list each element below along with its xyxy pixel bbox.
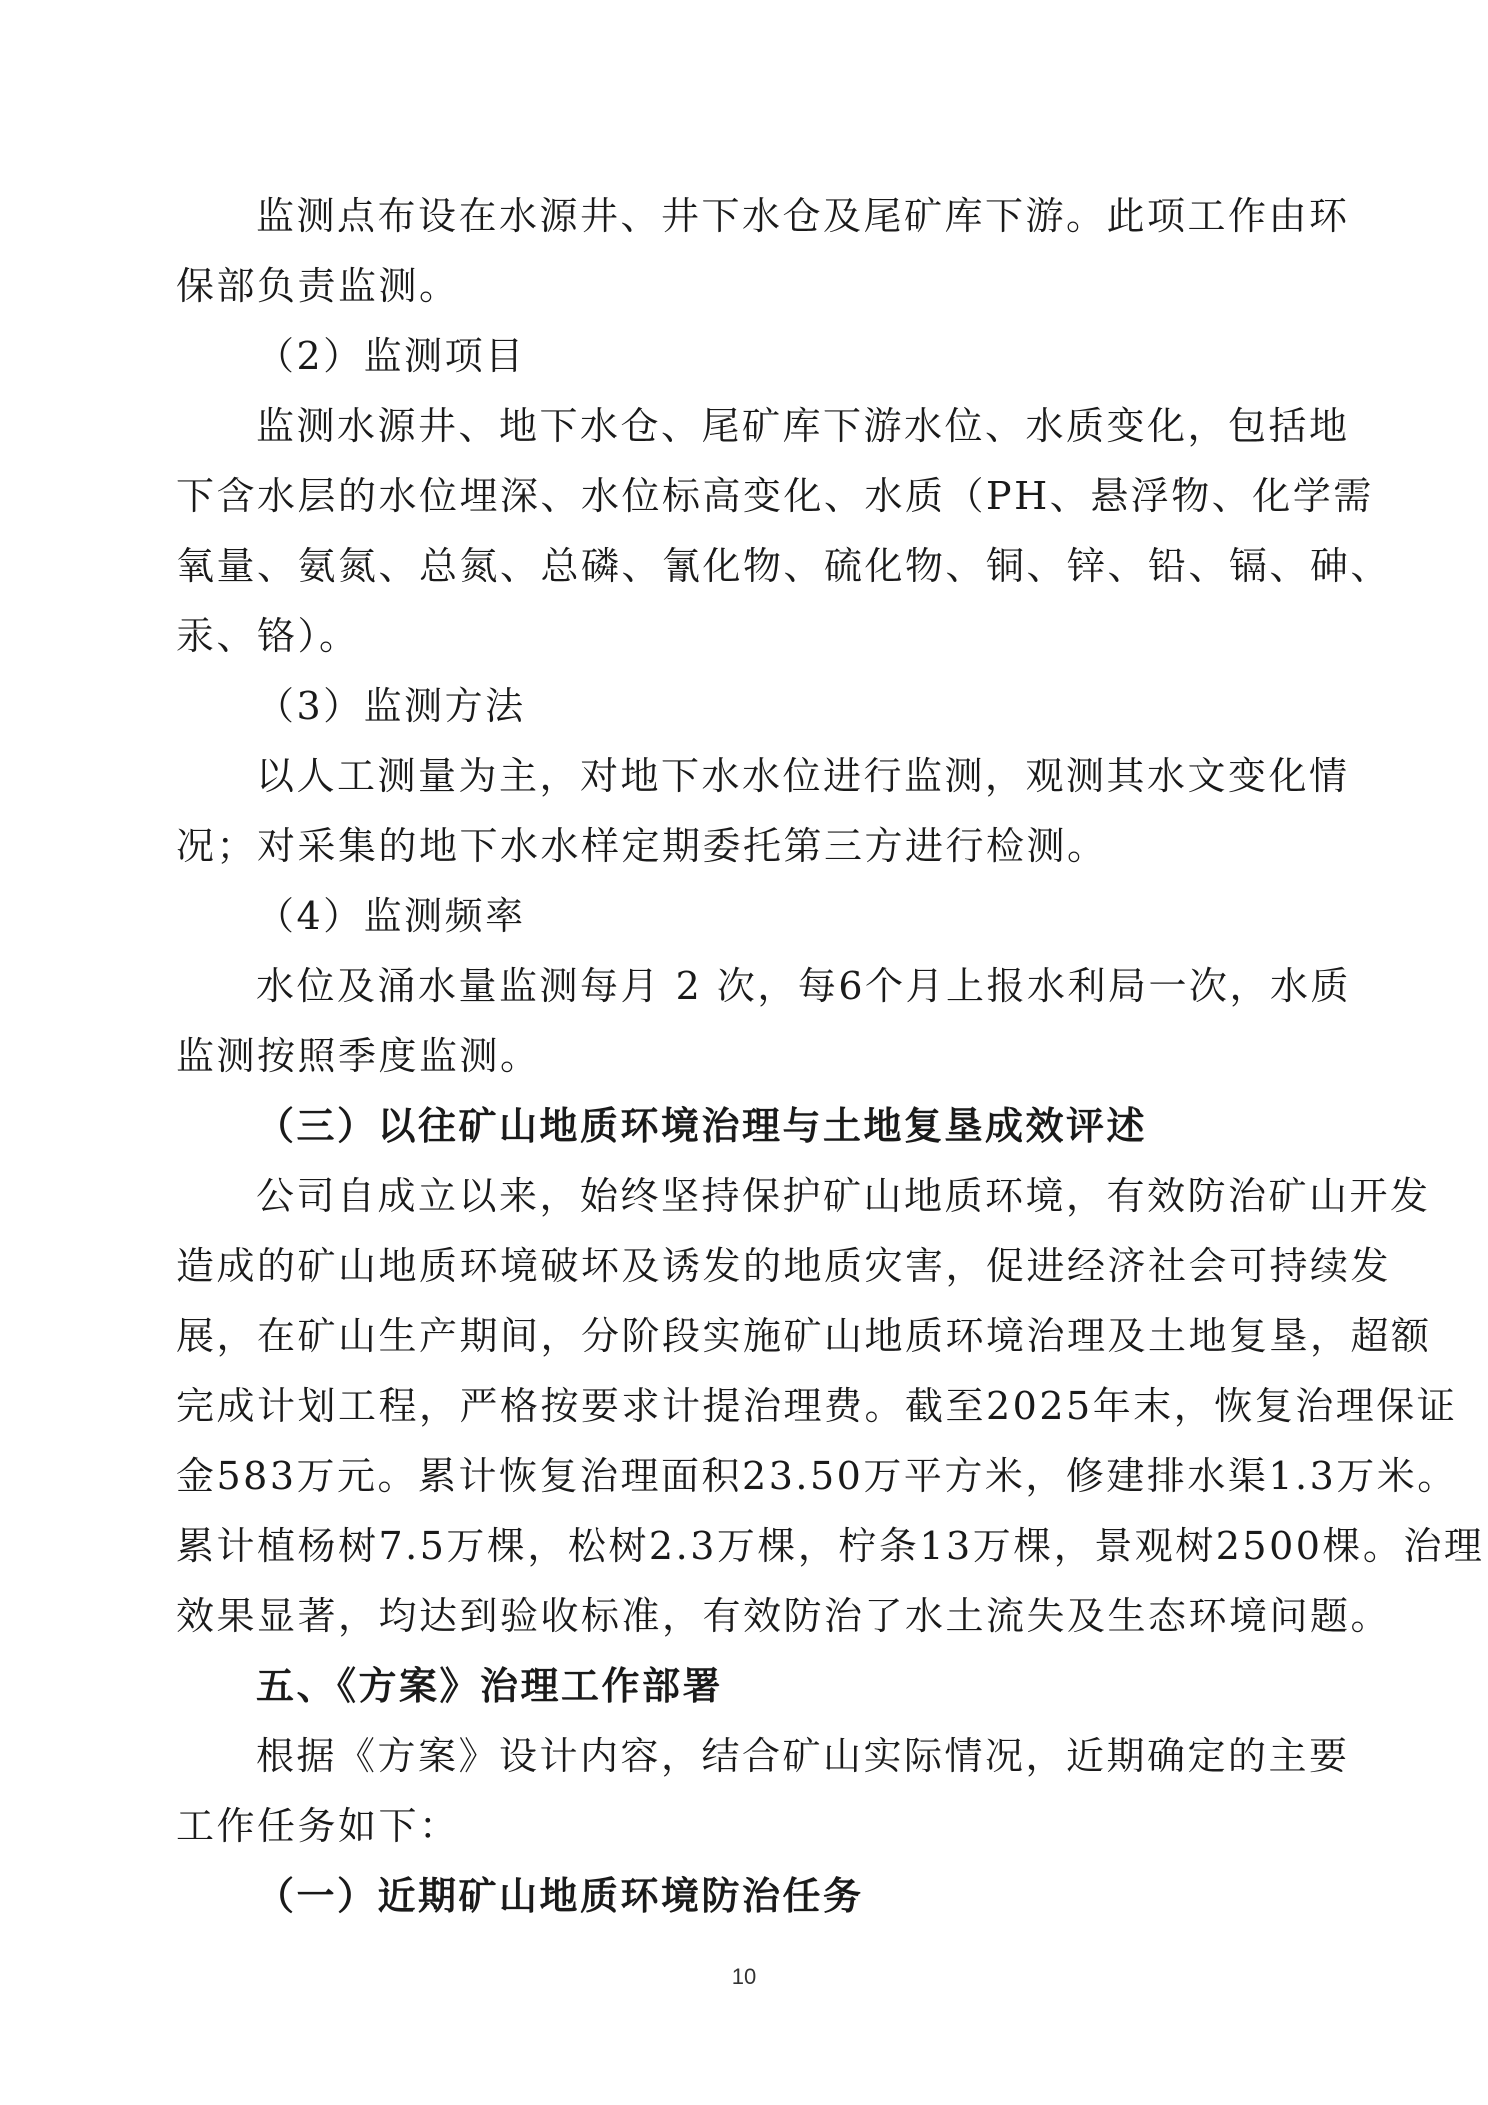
paragraph-line: 下含水层的水位埋深、水位标高变化、水质（PH、悬浮物、化学需 <box>176 474 1374 518</box>
paragraph-line: 累计植杨树7.5万棵，松树2.3万棵，柠条13万棵，景观树2500棵。治理 <box>176 1524 1485 1568</box>
paragraph-line: 水位及涌水量监测每月 2 次，每6个月上报水利局一次，水质 <box>256 964 1352 1008</box>
paragraph-line: 工作任务如下： <box>176 1804 460 1848</box>
subheading-monitoring-items: （2）监测项目 <box>256 334 526 378</box>
paragraph-line: 完成计划工程，严格按要求计提治理费。截至2025年末，恢复治理保证 <box>176 1384 1458 1428</box>
paragraph-line: 展，在矿山生产期间，分阶段实施矿山地质环境治理及土地复垦，超额 <box>176 1314 1432 1358</box>
paragraph-line: 监测按照季度监测。 <box>176 1034 541 1078</box>
paragraph-line: 造成的矿山地质环境破坏及诱发的地质灾害，促进经济社会可持续发 <box>176 1244 1392 1288</box>
paragraph-line: 况；对采集的地下水水样定期委托第三方进行检测。 <box>176 824 1108 868</box>
paragraph-line: 公司自成立以来，始终坚持保护矿山地质环境，有效防治矿山开发 <box>256 1174 1431 1218</box>
section-heading-past-achievements: （三）以往矿山地质环境治理与土地复垦成效评述 <box>256 1103 1148 1148</box>
chapter-heading-work-deployment: 五、《方案》治理工作部署 <box>256 1663 724 1708</box>
subheading-monitoring-frequency: （4）监测频率 <box>256 894 526 938</box>
paragraph-line: 监测水源井、地下水仓、尾矿库下游水位、水质变化，包括地 <box>256 404 1350 448</box>
paragraph-line: 以人工测量为主，对地下水水位进行监测，观测其水文变化情 <box>256 754 1350 798</box>
paragraph-line: 汞、铬）。 <box>176 614 360 658</box>
paragraph-line: 监测点布设在水源井、井下水仓及尾矿库下游。此项工作由环 <box>256 194 1350 238</box>
paragraph-line: 金583万元。累计恢复治理面积23.50万平方米，修建排水渠1.3万米。 <box>176 1454 1458 1498</box>
paragraph-line: 保部负责监测。 <box>176 264 460 308</box>
paragraph-line: 氧量、氨氮、总氮、总磷、氰化物、硫化物、铜、锌、铅、镉、砷、 <box>176 544 1392 588</box>
paragraph-line: 效果显著，均达到验收标准，有效防治了水土流失及生态环境问题。 <box>176 1594 1392 1638</box>
page-number: 10 <box>731 1964 757 1989</box>
paragraph-line: 根据《方案》设计内容，结合矿山实际情况，近期确定的主要 <box>256 1734 1350 1778</box>
section-heading-near-term-tasks: （一）近期矿山地质环境防治任务 <box>256 1873 864 1918</box>
subheading-monitoring-method: （3）监测方法 <box>256 684 526 728</box>
